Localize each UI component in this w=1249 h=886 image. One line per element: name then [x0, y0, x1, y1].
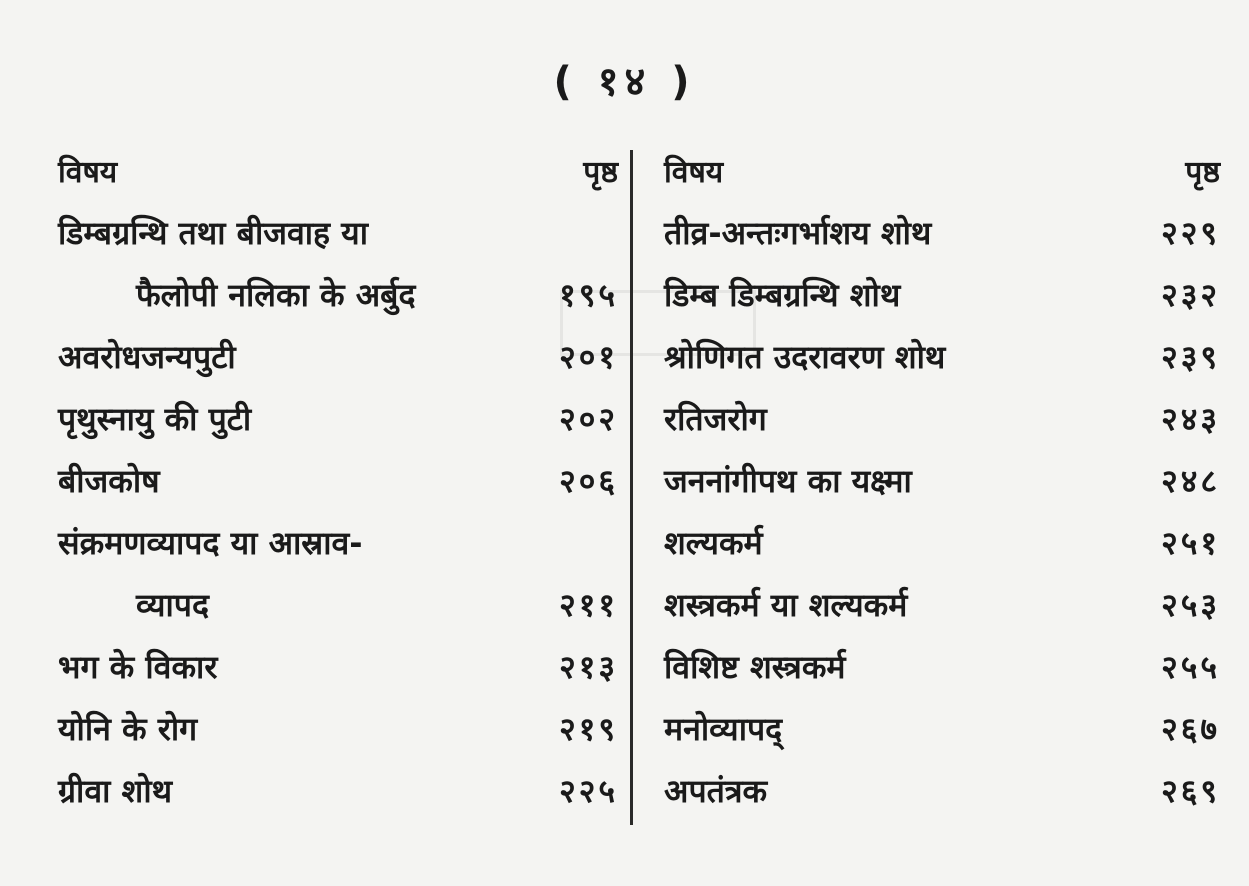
entry-page: २३२	[1161, 276, 1220, 314]
entry-topic: पृथुस्नायु की पुटी	[58, 400, 252, 438]
entry-page: २०२	[559, 400, 618, 438]
left-header-topic: विषय	[58, 155, 118, 190]
entry-page: २४८	[1161, 462, 1220, 500]
toc-entry	[664, 512, 1220, 574]
entry-page: २०१	[559, 338, 618, 376]
toc-entry	[664, 760, 1220, 822]
entry-topic: शस्त्रकर्म या शल्यकर्म	[664, 586, 908, 624]
entry-topic: विशिष्ट शस्त्रकर्म	[664, 648, 846, 686]
toc-entry	[58, 636, 618, 698]
entry-topic: श्रोणिगत उदरावरण शोथ	[664, 338, 946, 376]
entry-topic: जननांगीपथ का यक्ष्मा	[664, 462, 912, 500]
entry-topic: अवरोधजन्यपुटी	[58, 338, 236, 376]
left-header-page: पृष्ठ	[583, 155, 618, 190]
entry-page: २४३	[1161, 400, 1220, 438]
entry-topic: शल्यकर्म	[664, 524, 763, 562]
entry-page: २६७	[1161, 710, 1220, 748]
entry-page: २२९	[1161, 214, 1220, 252]
toc-entry	[58, 388, 618, 450]
entry-page: २६९	[1161, 772, 1220, 810]
page-number: ( १४ )	[553, 59, 696, 105]
right-header-page: पृष्ठ	[1185, 155, 1220, 190]
entry-page: २५१	[1161, 524, 1220, 562]
toc-entry	[58, 450, 618, 512]
toc-entry	[58, 760, 618, 822]
entry-topic: भग के विकार	[58, 648, 218, 686]
toc-entry	[664, 388, 1220, 450]
toc-entry	[664, 326, 1220, 388]
toc-entry	[664, 698, 1220, 760]
toc-entry	[664, 636, 1220, 698]
toc-entry	[664, 202, 1220, 264]
toc-entry	[58, 574, 618, 636]
entry-topic: रतिजरोग	[664, 400, 767, 438]
left-header	[58, 150, 618, 202]
toc-entry	[664, 264, 1220, 326]
entry-topic: संक्रमणव्यापद या आस्राव-	[58, 524, 363, 562]
entry-topic: तीव्र-अन्तःगर्भाशय शोथ	[664, 214, 932, 252]
entry-page: २१३	[559, 648, 618, 686]
entry-topic: डिम्ब डिम्बग्रन्थि शोथ	[664, 276, 901, 314]
toc-entry	[58, 512, 618, 574]
toc-entry	[58, 698, 618, 760]
entry-page: २५३	[1161, 586, 1220, 624]
entry-page: २१९	[559, 710, 618, 748]
toc-entry	[664, 574, 1220, 636]
entry-topic: बीजकोष	[58, 462, 160, 500]
entry-page: १९५	[559, 276, 618, 314]
entry-topic: व्यापद	[136, 586, 209, 624]
entry-page: २३९	[1161, 338, 1220, 376]
entry-topic: अपतंत्रक	[664, 772, 768, 810]
entry-topic: डिम्बग्रन्थि तथा बीजवाह या	[58, 214, 369, 252]
column-divider	[630, 150, 633, 825]
right-header	[664, 150, 1220, 202]
toc-entry	[664, 450, 1220, 512]
entry-topic: ग्रीवा शोथ	[58, 772, 173, 810]
right-column	[664, 150, 1220, 822]
toc-entry	[58, 326, 618, 388]
entry-topic: फैलोपी नलिका के अर्बुद	[136, 276, 416, 314]
entry-page: २०६	[559, 462, 618, 500]
entry-page: २२५	[559, 772, 618, 810]
entry-page: २५५	[1161, 648, 1220, 686]
toc-entry	[58, 264, 618, 326]
right-header-topic: विषय	[664, 155, 724, 190]
left-column	[58, 150, 618, 822]
toc-entry	[58, 202, 618, 264]
entry-page: २११	[559, 586, 618, 624]
entry-topic: मनोव्यापद्	[664, 710, 783, 748]
entry-topic: योनि के रोग	[58, 710, 198, 748]
